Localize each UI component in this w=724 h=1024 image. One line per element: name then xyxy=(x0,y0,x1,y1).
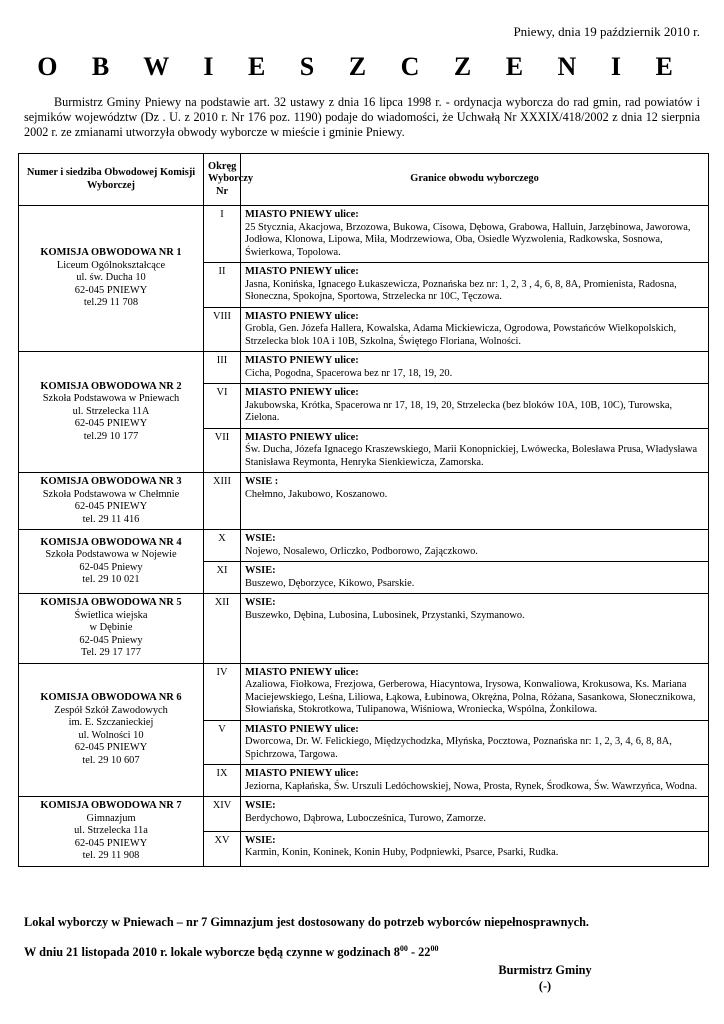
district-number: III xyxy=(204,352,241,384)
district-boundaries xyxy=(241,384,709,429)
opening-hours-text: W dniu 21 listopada 2010 r. lokale wyborcze będą czynne w godzinach 8 xyxy=(24,945,400,960)
commission-address-line: tel. 29 10 021 xyxy=(82,574,140,585)
district-boundaries xyxy=(241,473,709,530)
commission-address-line: 62-045 PNIEWY xyxy=(74,837,148,849)
commission-cell xyxy=(19,352,204,473)
commission-address-line: ul. św. Ducha 10 xyxy=(76,272,146,284)
commission-address-line: tel.29 11 708 xyxy=(83,297,139,309)
signature-block xyxy=(470,962,620,994)
table-row xyxy=(19,594,709,664)
header-district-nr: Okręg Wyborczy Nr xyxy=(204,154,241,206)
commission-address-line: im. E. Szczanieckiej xyxy=(68,717,154,729)
district-boundaries xyxy=(241,428,709,473)
table-body xyxy=(19,206,709,867)
district-number: XII xyxy=(204,594,241,664)
boundaries-text: Jakubowska, Krótka, Spacerowa nr 17, 18, 19, 20, Strzelecka (bez bloków 10A, 10B, 10C), Turowska, Zielona. xyxy=(245,399,673,423)
commission-name: KOMISJA OBWODOWA NR 2 xyxy=(40,380,182,392)
table-header-row xyxy=(19,154,709,206)
district-boundaries xyxy=(241,263,709,308)
commission-address-line: ul. Strzelecka 11A xyxy=(72,405,150,417)
district-number: V xyxy=(204,720,241,765)
accessibility-note: Lokal wyborczy w Pniewach – nr 7 Gimnazjum jest dostosowany do potrzeb wyborców niepełnosprawnych. xyxy=(24,915,589,929)
commission-cell xyxy=(19,663,204,797)
boundaries-text: Cicha, Pogodna, Spacerowa bez nr 17, 18, 19, 20. xyxy=(245,367,453,379)
boundaries-heading: WSIE: xyxy=(245,597,276,608)
table-row xyxy=(19,663,709,720)
boundaries-text: Dworcowa, Dr. W. Felickiego, Międzychodzka, Młyńska, Pocztowa, Poznańska nr: 1, 2, 3, 4, 6, 8, 8A, Spichrzowa, Targowa. xyxy=(245,736,672,760)
header-commission: Numer i siedziba Obwodowej Komisji Wyborczej xyxy=(19,154,204,206)
commission-address-line: tel. 29 11 908 xyxy=(82,850,140,861)
district-number: XIII xyxy=(204,473,241,530)
commission-name: KOMISJA OBWODOWA NR 6 xyxy=(40,692,182,704)
boundaries-text: Buszewo, Dęborzyce, Kikowo, Psarskie. xyxy=(245,577,415,589)
district-boundaries xyxy=(241,720,709,765)
district-number: XV xyxy=(204,831,241,866)
table-row xyxy=(19,797,709,832)
commission-cell xyxy=(19,206,204,352)
commission-address-line: 62-045 PNIEWY xyxy=(74,284,148,296)
commission-name: KOMISJA OBWODOWA NR 7 xyxy=(40,800,182,811)
boundaries-heading: MIASTO PNIEWY ulice: xyxy=(245,209,359,220)
opening-hours-sup-start: 00 xyxy=(399,944,408,953)
commission-cell xyxy=(19,530,204,594)
commission-address-line: Liceum Ogólnokształcące xyxy=(56,259,166,271)
commission-address-line: 62-045 PNIEWY xyxy=(74,418,148,430)
boundaries-heading: MIASTO PNIEWY ulice: xyxy=(245,768,359,779)
commission-address-line: 62-045 PNIEWY xyxy=(74,742,148,754)
boundaries-heading: MIASTO PNIEWY ulice: xyxy=(245,355,359,366)
district-number: XI xyxy=(204,562,241,594)
signature-mark: (-) xyxy=(538,979,552,993)
commission-address-line: Świetlica wiejska xyxy=(74,609,148,621)
district-number: VII xyxy=(204,428,241,473)
commission-address-line: tel. 29 11 416 xyxy=(82,513,140,525)
boundaries-heading: MIASTO PNIEWY ulice: xyxy=(245,387,359,398)
commission-address-line: Szkoła Podstawowa w Pniewach xyxy=(42,393,180,405)
boundaries-text: Jeziorna, Kapłańska, Św. Urszuli Ledóchowskiej, Nowa, Prosta, Rynek, Środkowa, Św. Wawrzyńca, Wodna. xyxy=(245,780,698,792)
boundaries-heading: MIASTO PNIEWY ulice: xyxy=(245,310,359,322)
commission-address-line: tel.29 10 177 xyxy=(83,430,139,442)
boundaries-text: Buszewko, Dębina, Lubosina, Lubosinek, Przystanki, Szymanowo. xyxy=(245,609,525,621)
districts-table xyxy=(18,153,709,867)
district-boundaries xyxy=(241,206,709,263)
commission-address-line: w Dębinie xyxy=(89,622,133,633)
boundaries-heading: MIASTO PNIEWY ulice: xyxy=(245,431,359,443)
boundaries-heading: WSIE: xyxy=(245,834,276,846)
signature-title: Burmistrz Gminy xyxy=(498,963,592,977)
table-row xyxy=(19,473,709,530)
boundaries-heading: MIASTO PNIEWY ulice: xyxy=(245,666,359,678)
commission-cell xyxy=(19,797,204,867)
district-number: XIV xyxy=(204,797,241,832)
boundaries-text: Chełmno, Jakubowo, Koszanowo. xyxy=(245,488,388,500)
commission-address-line: tel. 29 10 607 xyxy=(82,754,140,766)
boundaries-heading: MIASTO PNIEWY ulice: xyxy=(245,723,359,735)
boundaries-heading: WSIE: xyxy=(245,800,276,811)
table-row xyxy=(19,206,709,263)
district-number: VI xyxy=(204,384,241,429)
commission-address-line: ul. Strzelecka 11a xyxy=(74,825,148,836)
district-boundaries xyxy=(241,307,709,352)
district-number: IX xyxy=(204,765,241,797)
district-boundaries xyxy=(241,765,709,797)
boundaries-text: 25 Stycznia, Akacjowa, Brzozowa, Bukowa, Cisowa, Dębowa, Grabowa, Halluin, Jarzębinowa, Jaworowa, Jodłowa, Klonowa, Lipowa, Miła, Modrzewiowa, Oba, Osiedle Wyzwolenia, Radkowska, Sosnowa, Świerkowa, Topolowa. xyxy=(245,221,691,258)
commission-cell xyxy=(19,594,204,664)
opening-hours-sup-end: 00 xyxy=(430,944,439,953)
commission-cell xyxy=(19,473,204,530)
commission-address-line: ul. Wolności 10 xyxy=(78,729,144,741)
table-row xyxy=(19,352,709,384)
boundaries-text: Berdychowo, Dąbrowa, Lubocześnica, Turowo, Zamorze. xyxy=(245,812,486,824)
boundaries-text: Azaliowa, Fiołkowa, Frezjowa, Gerberowa, Hiacyntowa, Irysowa, Konwaliowa, Krokusowa, Ks. Mariana Maciejewskiego, Leśna, Liliowa, Łąkowa, Łubinowa, Okrężna, Polna, Różana, Sasankowa, Słonecznikowa, Słowiańska, Stokrotkowa, Tulipanowa, Wiśniowa, Wroniecka, Wspólna, Żonkilowa. xyxy=(245,679,696,715)
opening-hours-mid: - 22 xyxy=(407,945,431,960)
district-number: IV xyxy=(204,663,241,720)
district-number: X xyxy=(204,530,241,562)
commission-name: KOMISJA OBWODOWA NR 5 xyxy=(40,597,182,608)
commission-address-line: 62-045 PNIEWY xyxy=(74,501,148,512)
intro-paragraph: Burmistrz Gminy Pniewy na podstawie art. 32 ustawy z dnia 16 lipca 1998 r. - ordynacja wyborcza do rad gmin, rad powiatów i sejmików województw (Dz . U. z 2010 r. Nr 176 poz. 1190) podaje do wiadomości, że Uchwałą Nr XXXIX/418/2002 z dnia 12 sierpnia 2002 r. ze zmianami utworzyła obwody wyborcze w mieście i gminie Pniewy. xyxy=(24,95,700,139)
district-boundaries xyxy=(241,352,709,384)
commission-name: KOMISJA OBWODOWA NR 1 xyxy=(40,247,182,259)
boundaries-text: Św. Ducha, Józefa Ignacego Kraszewskiego, Marii Konopnickiej, Lwówecka, Bolesława Prusa, Władysława Stanisława Reymonta, Henryka Sienkiewicza, Zamorska. xyxy=(245,444,698,468)
boundaries-heading: WSIE: xyxy=(245,565,276,576)
header-boundaries: Granice obwodu wyborczego xyxy=(241,154,709,206)
boundaries-text: Grobla, Gen. Józefa Hallera, Kowalska, Adama Mickiewicza, Ogrodowa, Powstańców Wielkopolskich, Strzelecka blok 10A i 10B, Szkolna, Świętego Floriana, Wolności. xyxy=(245,323,677,347)
district-boundaries xyxy=(241,831,709,866)
commission-address-line: Szkoła Podstawowa w Chełmnie xyxy=(42,488,180,500)
district-number: II xyxy=(204,263,241,308)
commission-name: KOMISJA OBWODOWA NR 4 xyxy=(40,536,182,548)
district-boundaries xyxy=(241,797,709,832)
boundaries-text: Jasna, Konińska, Ignacego Łukaszewicza, Poznańska bez nr: 1, 2, 3 , 4, 6, 8, 8A, Promienista, Radosna, Słoneczna, Spokojna, Sportowa, Strzelecka nr 10C, Tęczowa. xyxy=(245,278,677,302)
boundaries-heading: WSIE : xyxy=(245,476,279,487)
commission-address-line: Szkoła Podstawowa w Nojewie xyxy=(45,549,177,560)
boundaries-text: Nojewo, Nosalewo, Orliczko, Podborowo, Zajączkowo. xyxy=(245,545,478,557)
commission-address-line: Zespół Szkół Zawodowych xyxy=(54,704,168,716)
table-row xyxy=(19,530,709,562)
district-number: I xyxy=(204,206,241,263)
district-number: VIII xyxy=(204,307,241,352)
district-boundaries xyxy=(241,530,709,562)
boundaries-heading: MIASTO PNIEWY ulice: xyxy=(245,266,359,277)
boundaries-text: Karmin, Konin, Koninek, Konin Huby, Podpniewki, Psarce, Psarki, Rudka. xyxy=(245,847,559,859)
opening-hours-note xyxy=(24,944,438,960)
district-boundaries xyxy=(241,562,709,594)
commission-address-line: Gimnazjum xyxy=(86,812,136,824)
commission-name: KOMISJA OBWODOWA NR 3 xyxy=(40,476,182,487)
commission-address-line: 62-045 Pniewy xyxy=(79,634,143,646)
commission-address-line: Tel. 29 17 177 xyxy=(81,647,141,658)
document-title: O B W I E S Z C Z E N I E xyxy=(37,52,687,81)
document-date: Pniewy, dnia 19 październik 2010 r. xyxy=(513,24,700,39)
boundaries-heading: WSIE: xyxy=(245,533,276,544)
district-boundaries xyxy=(241,594,709,664)
commission-address-line: 62-045 Pniewy xyxy=(79,561,143,573)
district-boundaries xyxy=(241,663,709,720)
